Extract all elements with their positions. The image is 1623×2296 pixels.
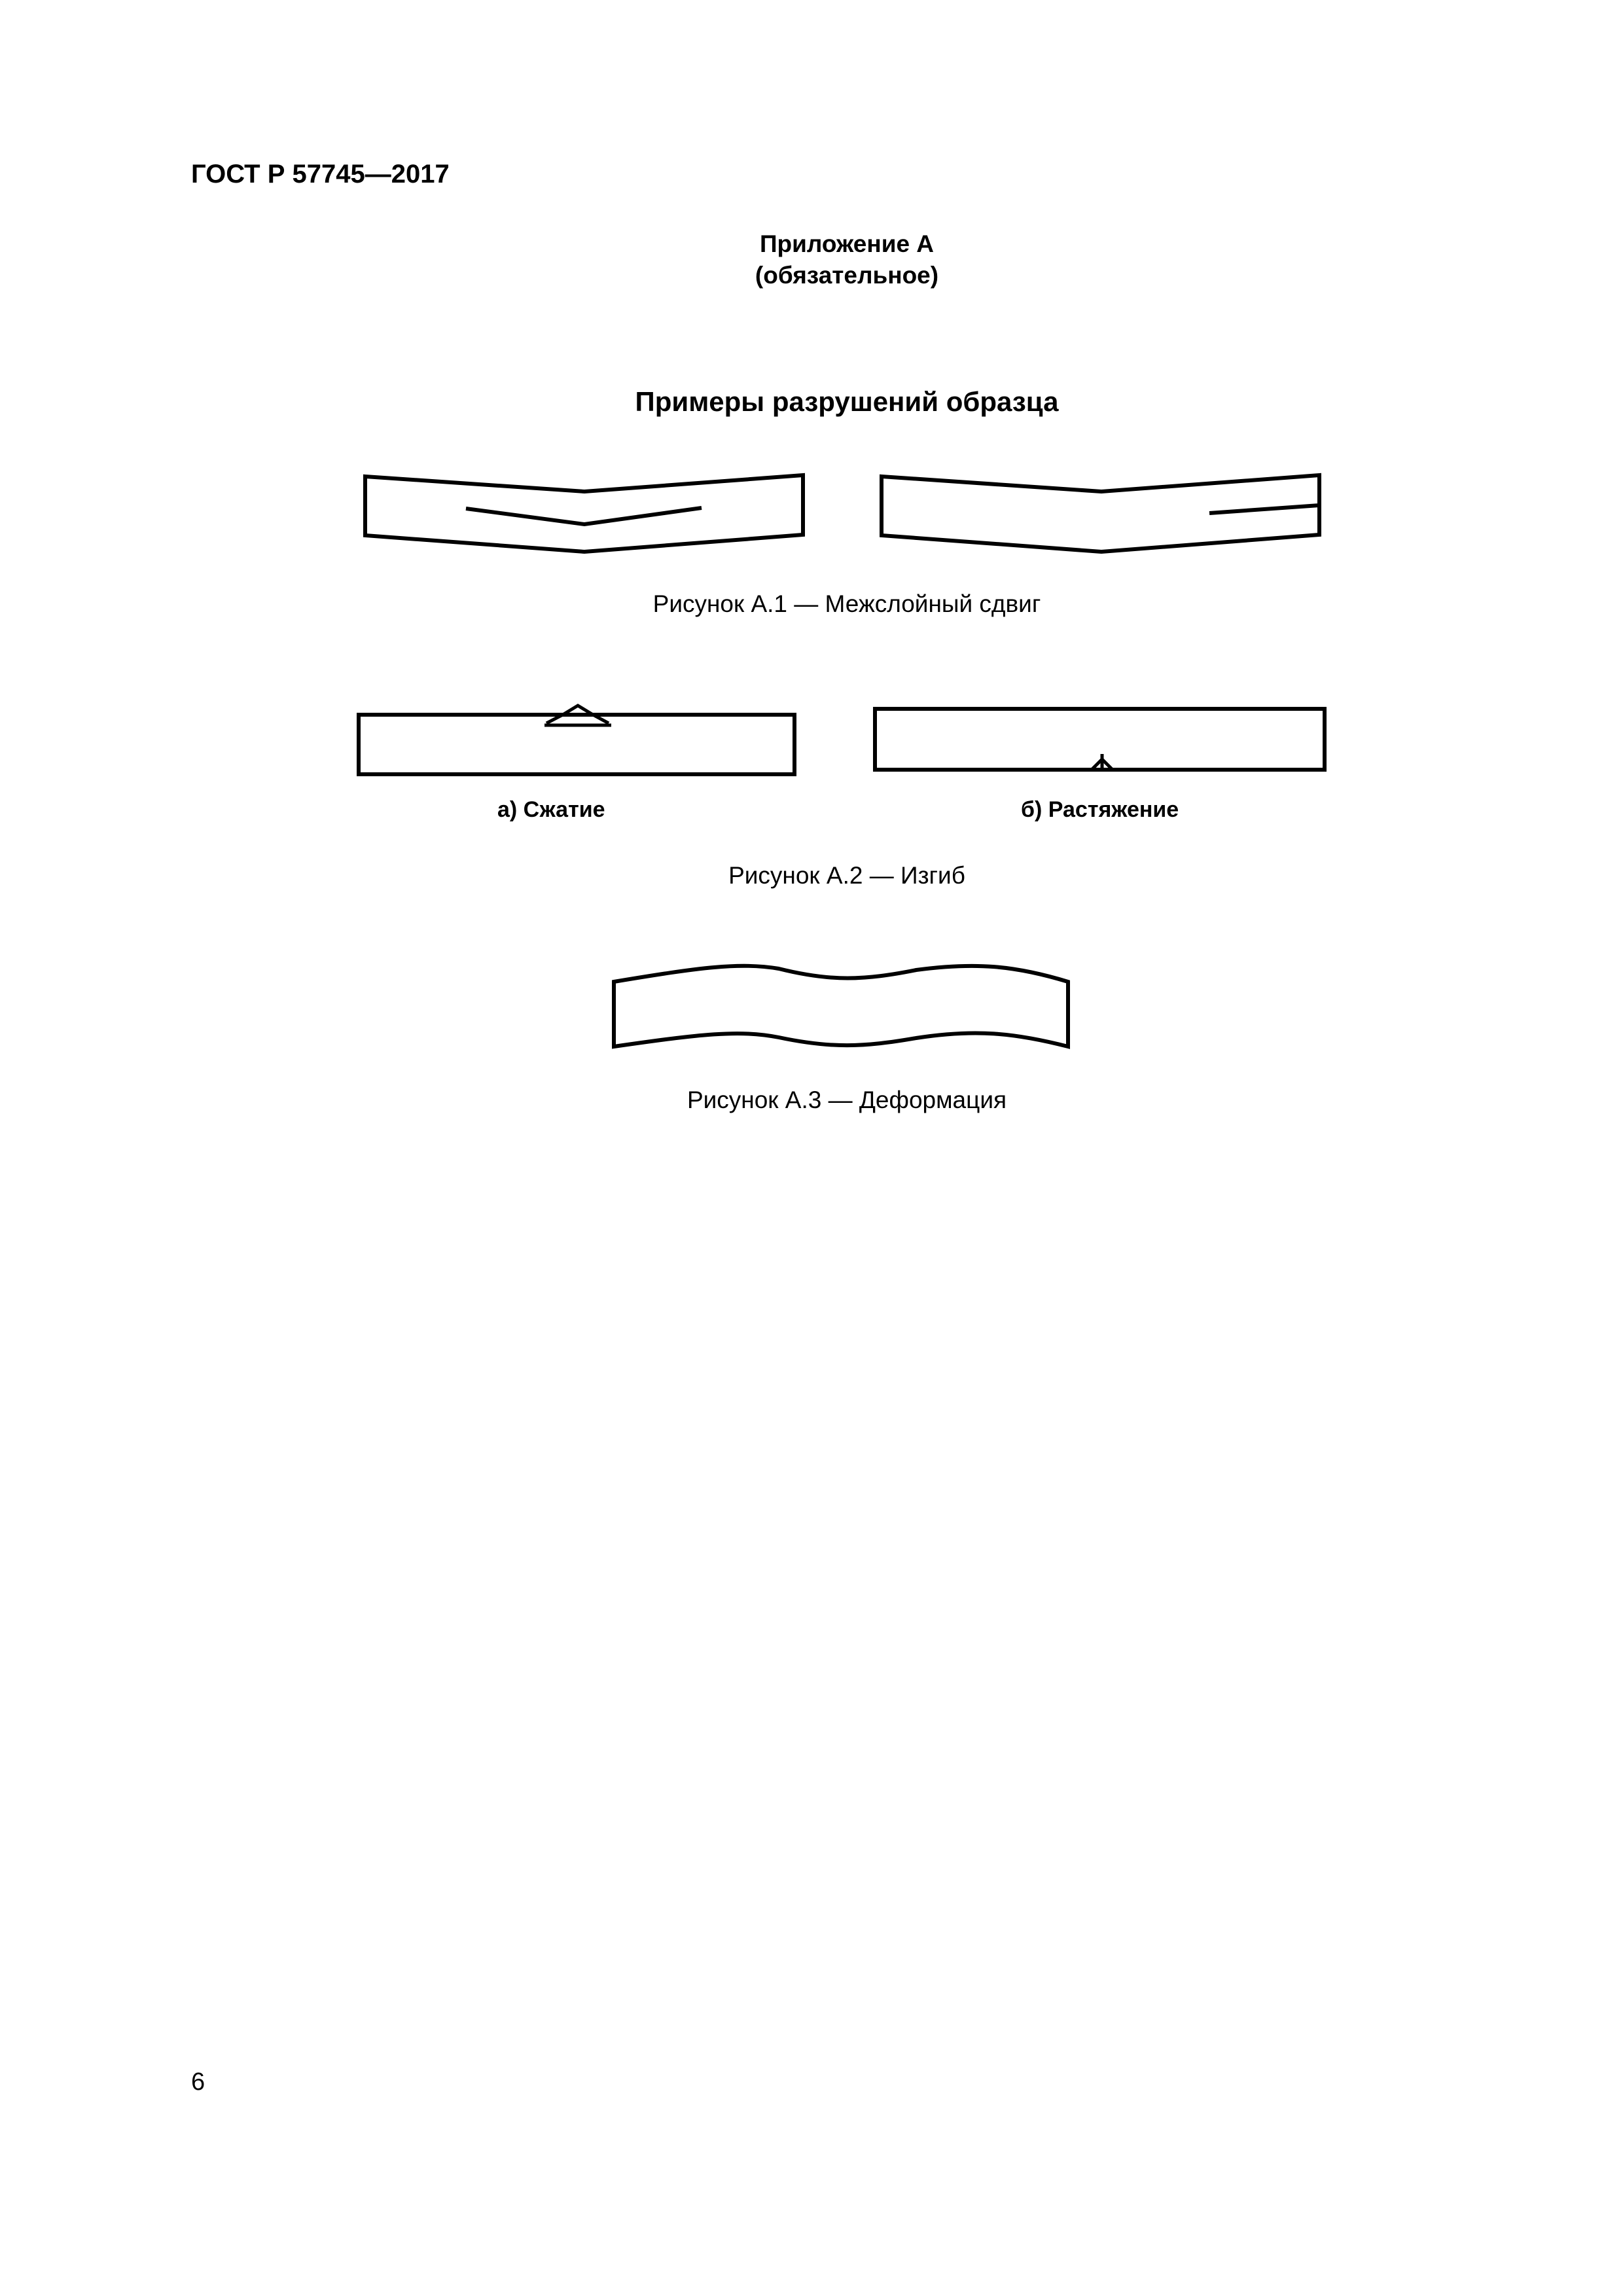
page-number: 6 — [191, 2068, 205, 2096]
figure-a2-subcaption-b: б) Растяжение — [1021, 797, 1179, 822]
figure-a3-deformed-specimen — [614, 966, 1068, 1047]
section-title: Примеры разрушений образца — [635, 386, 1059, 417]
figure-a2-caption: Рисунок А.2 — Изгиб — [728, 862, 965, 889]
document-code: ГОСТ Р 57745—2017 — [191, 160, 450, 188]
annex-status: (обязательное) — [755, 262, 939, 289]
figure-a2-compression-specimen — [359, 706, 794, 774]
figure-a1-right-specimen — [882, 475, 1319, 552]
figure-a2-tension-specimen — [875, 709, 1325, 770]
figure-a1-caption: Рисунок А.1 — Межслойный сдвиг — [652, 590, 1041, 617]
figure-a3-caption: Рисунок А.3 — Деформация — [687, 1086, 1007, 1113]
annex-title: Приложение А — [759, 230, 935, 257]
figure-a1-left-specimen — [365, 475, 803, 552]
figure-a2-subcaption-a: а) Сжатие — [497, 797, 605, 822]
